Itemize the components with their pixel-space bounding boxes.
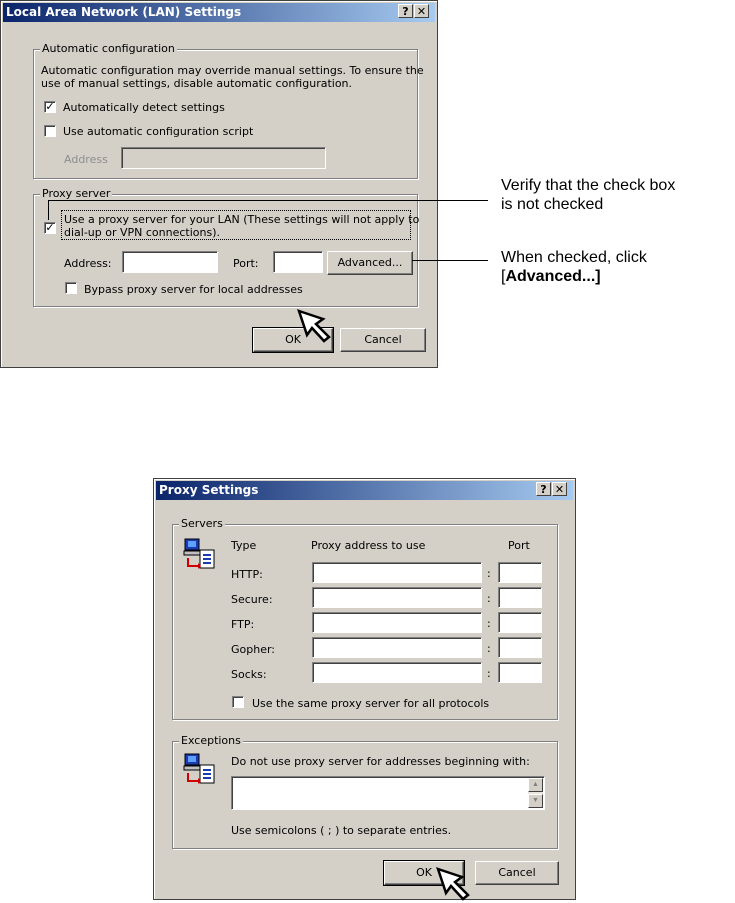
servers-label: Servers (181, 517, 223, 530)
proxy-dialog-titlebar (156, 481, 573, 500)
socks-address-input[interactable] (312, 662, 482, 683)
col-port-header: Port (508, 539, 530, 552)
ftp-label: FTP: (231, 618, 255, 631)
ftp-port-input[interactable] (498, 612, 542, 633)
ftp-address-input[interactable] (312, 612, 482, 633)
proxy-port-label: Port: (233, 257, 259, 270)
auto-config-script-label[interactable]: Use automatic configuration script (63, 125, 254, 138)
lan-dialog-title: Local Area Network (LAN) Settings (6, 5, 242, 19)
proxy-address-label: Address: (64, 257, 112, 270)
same-proxy-label[interactable]: Use the same proxy server for all protocols (252, 697, 490, 710)
mouse-pointer-icon (436, 867, 472, 901)
http-port-input[interactable] (498, 562, 542, 583)
lan-cancel-button[interactable]: Cancel (340, 328, 426, 352)
auto-config-address-label: Address (64, 153, 108, 166)
annotation-verify-line2: is not checked (501, 196, 604, 213)
bypass-local-label[interactable]: Bypass proxy server for local addresses (84, 283, 303, 296)
proxy-address-input[interactable] (122, 251, 218, 273)
annotation-when-line2 (501, 267, 647, 286)
exceptions-scrollbar[interactable] (528, 778, 543, 808)
proxy-close-button[interactable]: ✕ (552, 482, 567, 496)
http-colon: : (487, 567, 491, 580)
secure-colon: : (487, 592, 491, 605)
secure-port-input[interactable] (498, 587, 542, 608)
socks-port-input[interactable] (498, 662, 542, 683)
secure-address-input[interactable] (312, 587, 482, 608)
gopher-address-input[interactable] (312, 637, 482, 658)
annotation-when-checked (501, 248, 647, 286)
gopher-colon: : (487, 642, 491, 655)
bypass-local-checkbox[interactable] (65, 282, 77, 294)
annotation-when-line1: When checked, click (501, 249, 647, 266)
proxy-ok-button[interactable]: OK (384, 861, 464, 885)
lan-close-button[interactable]: ✕ (414, 4, 429, 18)
automatic-configuration-label: Automatic configuration (42, 42, 175, 55)
proxy-dialog-title: Proxy Settings (159, 483, 259, 497)
annotation-verify (501, 176, 675, 214)
http-address-input[interactable] (312, 562, 482, 583)
lan-settings-dialog (0, 0, 438, 368)
auto-config-address-input (121, 147, 326, 169)
auto-config-description-2: use of manual settings, disable automatic configuration. (41, 77, 353, 90)
annotation-verify-line1: Verify that the check box (501, 177, 676, 194)
auto-detect-checkbox[interactable]: ✓ (45, 100, 55, 113)
lan-help-button[interactable]: ? (398, 4, 413, 18)
annotation-bracket: [ (501, 268, 506, 285)
gopher-port-input[interactable] (498, 637, 542, 658)
exceptions-label: Exceptions (181, 734, 241, 747)
col-type-header: Type (231, 539, 257, 552)
network-computers-icon (182, 751, 218, 787)
advanced-button[interactable]: Advanced... (327, 251, 413, 275)
lan-ok-button[interactable]: OK (253, 328, 333, 352)
callout-line-advanced (412, 260, 488, 261)
proxy-server-label: Proxy server (42, 187, 111, 200)
callout-line-verify (48, 200, 488, 201)
socks-label: Socks: (231, 668, 267, 681)
exceptions-instruction: Do not use proxy server for addresses beginning with: (231, 755, 530, 768)
same-proxy-checkbox[interactable] (232, 696, 244, 708)
callout-line-verify-drop (48, 200, 49, 220)
mouse-pointer-icon (297, 309, 333, 343)
auto-detect-label[interactable]: Automatically detect settings (63, 101, 225, 114)
gopher-label: Gopher: (231, 643, 276, 656)
use-proxy-checkbox[interactable]: ✓ (45, 221, 55, 234)
use-proxy-label-2[interactable]: dial-up or VPN connections). (64, 226, 221, 239)
annotation-advanced-bold: Advanced...] (505, 268, 601, 285)
exceptions-hint: Use semicolons ( ; ) to separate entries. (231, 824, 452, 837)
network-computers-icon (182, 536, 218, 572)
lan-dialog-titlebar (3, 3, 435, 22)
http-label: HTTP: (231, 568, 263, 581)
col-address-header: Proxy address to use (311, 539, 426, 552)
auto-config-description-1: Automatic configuration may override manual settings. To ensure the (41, 64, 424, 77)
exceptions-textarea[interactable] (231, 776, 545, 810)
use-proxy-label-1[interactable]: Use a proxy server for your LAN (These settings will not apply to (64, 213, 420, 226)
proxy-help-button[interactable]: ? (536, 482, 551, 496)
auto-config-script-checkbox[interactable] (44, 125, 56, 137)
proxy-cancel-button[interactable]: Cancel (475, 861, 559, 885)
secure-label: Secure: (231, 593, 273, 606)
socks-colon: : (487, 667, 491, 680)
scroll-up-icon[interactable]: ▲ (528, 778, 543, 792)
proxy-port-input[interactable] (273, 251, 323, 273)
ftp-colon: : (487, 617, 491, 630)
scroll-down-icon[interactable]: ▼ (528, 794, 543, 808)
proxy-settings-dialog (153, 478, 576, 900)
